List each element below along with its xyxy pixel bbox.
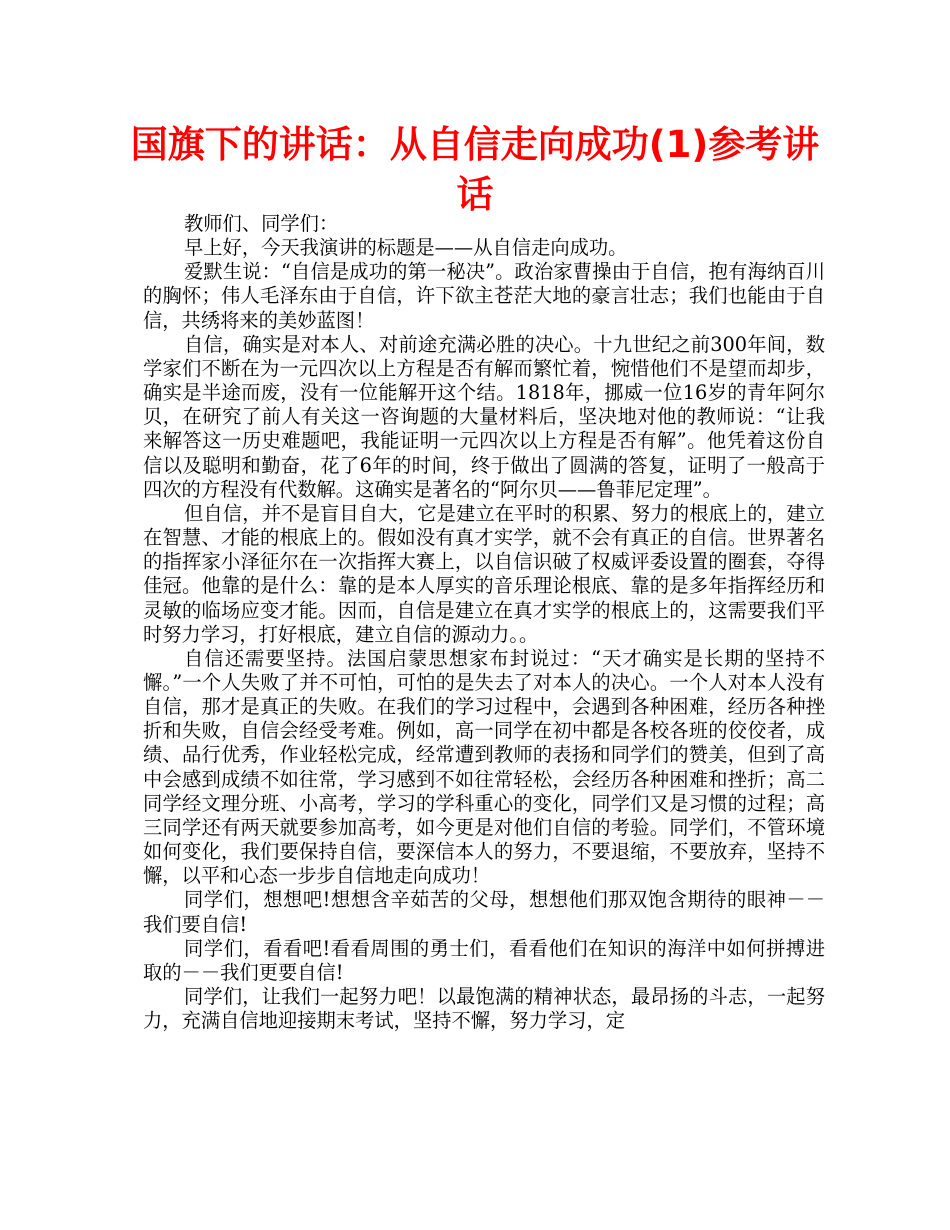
paragraph: 同学们，让我们一起努力吧！以最饱满的精神状态，最昂扬的斗志，一起努力，充满自信地迎接期末考试，坚持不懈，努力学习，定: [143, 985, 825, 1033]
paragraph: 同学们，想想吧!想想含辛茹苦的父母，想想他们那双饱含期待的眼神－－我们要自信!: [143, 888, 825, 936]
paragraph: 教师们、同学们：: [184, 212, 339, 235]
paragraph: 早上好，今天我演讲的标题是——从自信走向成功。: [184, 236, 628, 260]
paragraph: 自信还需要坚持。法国启蒙思想家布封说过：“天才确实是长期的坚持不懈。”一个人失败了并不可怕，可怕的是失去了对本人的决心。一个人对本人没有自信，那才是真正的失败。在我们的学习过程中，会遇到各种困难，经历各种挫折和失败，自信会经受考难。例如，高一同学在初中都是各校各班的佼佼者，成绩、品行优秀，作业轻松完成，经常遭到教师的表扬和同学们的赞美，但到了高中会感到成绩不如往常，学习感到不如往常轻松，会经历各种困难和挫折；高二同学经文理分班、小高考，学习的学科重心的变化，同学们又是习惯的过程；高三同学还有两天就要参加高考，如今更是对他们自信的考验。同学们，不管环境如何变化，我们要保持自信，要深信本人的努力，不要退缩，不要放弃，坚持不懈，以平和心态一步步自信地走向成功！: [143, 646, 825, 888]
paragraph: 同学们，看看吧!看看周围的勇士们，看看他们在知识的海洋中如何拼搏进取的－－我们更要自信!: [143, 936, 825, 984]
document-body: [143, 212, 825, 1033]
paragraph: 但自信，并不是盲目自大，它是建立在平时的积累、努力的根底上的，建立在智慧、才能的根底上的。假如没有真才实学，就不会有真正的自信。世界著名的指挥家小泽征尔在一次指挥大赛上，以自信识破了权威评委设置的圈套，夺得佳冠。他靠的是什么：靠的是本人厚实的音乐理论根底、靠的是多年指挥经历和灵敏的临场应变才能。因而，自信是建立在真才实学的根底上的，这需要我们平时努力学习，打好根底，建立自信的源动力。。: [143, 501, 825, 646]
paragraph: 自信，确实是对本人、对前途充满必胜的决心。十九世纪之前300年间，数学家们不断在为一元四次以上方程是否有解而繁忙着，惋惜他们不是望而却步，确实是半途而废，没有一位能解开这个结。1818年，挪威一位16岁的青年阿尔贝，在研究了前人有关这一咨询题的大量材料后，坚决地对他的教师说：“让我来解答这一历史难题吧，我能证明一元四次以上方程是否有解”。他凭着这份自信以及聪明和勤奋，花了6年的时间，终于做出了圆满的答复，证明了一般高于四次的方程没有代数解。这确实是著名的“阿尔贝——鲁菲尼定理”。: [143, 332, 825, 501]
paragraph: 爱默生说：“自信是成功的第一秘决”。政治家曹操由于自信，抱有海纳百川的胸怀；伟人毛泽东由于自信，许下欲主苍茫大地的豪言壮志；我们也能由于自信，共绣将来的美妙蓝图！: [143, 260, 825, 332]
document-title: 国旗下的讲话：从自信走向成功(1)参考讲话: [130, 123, 820, 216]
